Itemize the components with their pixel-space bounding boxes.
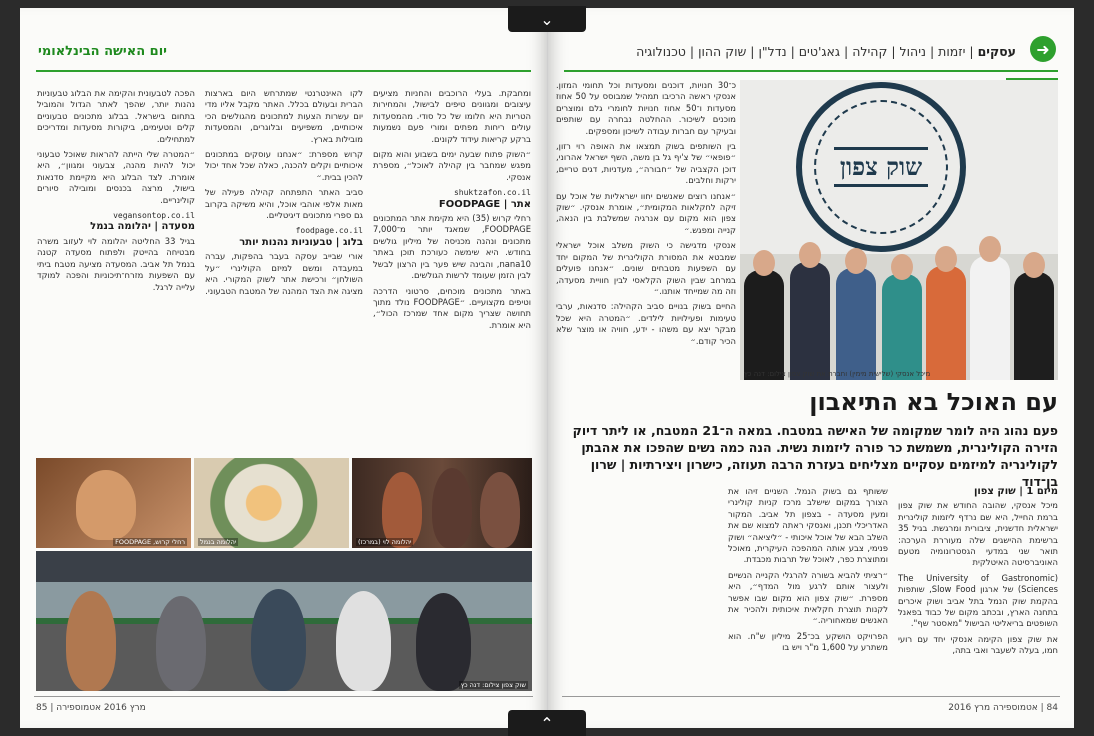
paragraph: בגיל 33 החליטה יהלומה לוי לעזוב משרה מבטיחה בהייטק ולפתוח מסעדה קטנה בנמל תל אביב. המסעדה מציעה מטבח ביתי עם השפעות מזרח־תיכוניות והפכה למוקד עלייה לרגל. bbox=[37, 235, 195, 292]
paragraph: ״אנחנו רוצים שאנשים יחוו ישראליות של אוכל עם זיקה לחקלאות המקומית״, אומרת אנסקי. ״שוק צפון הוא מקום עם אנרגיה שמשלבת בין הנאה, קנייה ומפגש.״ bbox=[556, 190, 736, 235]
footer-rule bbox=[562, 696, 1060, 697]
subheading-restaurant: מסעדה | יהלומה בנמל bbox=[90, 221, 195, 233]
photo-figure bbox=[382, 472, 422, 548]
photo-figure bbox=[416, 593, 471, 691]
right-column-3-text bbox=[556, 80, 736, 692]
photo-credit: מיכל אנסקי (שלישית מימין) וחברת את שוק צפון צילום: דנה כץ bbox=[744, 370, 931, 378]
paragraph: באתר מתכונים מוכחים, סרטוני הדרכה וטיפים מקצועיים. ״FOODPAGE נולד מתוך תחושה שצריך מקום אחד שמרכז הכול״, היא אומרת. bbox=[373, 285, 531, 330]
photo-figure bbox=[790, 262, 830, 380]
nav-item[interactable]: יזמות bbox=[938, 44, 966, 59]
paragraph: בין השותפים בשוק תמצאו את האופה רוי רזון, ״פופאי״ של צ'יף גל בן משה, השף ישראל אהרוני, דוכן הקצביה של ״חבורה״, מעדניות, דגים טריים, ירקות וחלבים. bbox=[556, 141, 736, 186]
viewer-toggle-top[interactable] bbox=[508, 6, 586, 32]
photo-caption: שוק צפון צילום: דנה כץ bbox=[460, 681, 526, 689]
nav-item[interactable]: קהילה bbox=[852, 44, 888, 59]
photo-figure bbox=[744, 270, 784, 380]
nav-separator: | bbox=[926, 44, 939, 59]
photo-figure bbox=[66, 591, 116, 691]
website-link[interactable]: foodpage.co.il bbox=[295, 226, 363, 236]
nav-item[interactable]: גאג'טים bbox=[798, 44, 841, 59]
photo-figure bbox=[882, 274, 922, 380]
section-title: יום האישה הבינלאומי bbox=[38, 44, 168, 59]
subheading-foodpage: אתר | FOODPAGE bbox=[438, 198, 531, 210]
paragraph: כ־30 חנויות, דוכנים ומסעדות וכל תחומי המזון. אנסקי ראשה הרכיבו תמהיל שמבוסס על 50 אחוז מסעדות ו־50 אחוז חנויות לחומרי גלם ומוצרים מוכנים לשיכור. ההחלטה נבחרה עם שותפים ובעיקר עם חברות עבודה לשיכון ומספקים. bbox=[556, 80, 736, 136]
paragraph: לקו האינטרנטי שמתרחש היום בארצות הברית ובעולם בכלל. האתר מקבל אליו מדי יום עשרות הצעות למתכונים מהגולשים הכי איכותיים, משפיעים ובלוגרים, והמסעדות מובילות בארץ. bbox=[205, 88, 363, 144]
nav-separator: | bbox=[887, 44, 900, 59]
paragraph: אורי שבייב עסקה בעבר בהפקות, עברה במעבדה ומשם למיזם הקולינרי ״על השולחן״ ורכישת אתר לשוק המקורי. היא מציגה את הצד המהנה של המטבח הטבעוני. bbox=[205, 251, 363, 296]
page-85 bbox=[20, 8, 548, 728]
photo-caption: יהלומה לוי (במרכז) bbox=[358, 538, 412, 546]
photo-figure bbox=[926, 266, 966, 380]
paragraph: הפרויקט הושקע בכ־25 מיליון ש"ח. הוא משתרע על 1,600 מ"ר ויש בו bbox=[728, 630, 888, 653]
photo-figure bbox=[970, 256, 1010, 380]
subheading-shuk-tzafon: מיזם 1 | שוק צפון bbox=[973, 486, 1058, 497]
nav-item[interactable]: ניהול bbox=[899, 44, 926, 59]
logo-ring bbox=[814, 100, 948, 234]
section-nav bbox=[636, 44, 1016, 59]
photo-woman-smiling bbox=[36, 458, 191, 548]
right-column-1 bbox=[898, 486, 1058, 691]
photo-face bbox=[799, 242, 821, 268]
photo-face bbox=[1023, 252, 1045, 278]
photo-figure bbox=[76, 470, 136, 540]
paragraph: רחלי קרוש (35) היא מקימת אתר המתכונים FOODPAGE, שמאגד יותר מ־7,000 מתכונים ונהנה מכניסה של מיליון גולשים בחודש. היא שימשה כעורכת תוכן באתר nana10, והבינה שיש פער בין הרצון לבשל לבין הזמן שעומד לרשות הגולשים. bbox=[373, 213, 531, 281]
website-link[interactable]: vegansontop.co.il bbox=[113, 211, 195, 221]
nav-separator: | bbox=[965, 44, 974, 59]
paragraph: (The University of Gastronomic Sciences) של ארגון Slow Food, שותפות בהקמת שוק הנמל בתל אביב ושוק איכרים בתחנה הארץ, ובכתב מקום של כבוד בפאנל השופטים בריאליטי הבישול "מאסטר שף". bbox=[898, 572, 1058, 629]
photo-three-women bbox=[352, 458, 532, 548]
photo-caption: יהלומה בנמל bbox=[200, 538, 237, 546]
paragraph: ששותף גם בשוק הנמל. השניים זיהו את הצורך במקום שישלב מרכז קניות קולינרי ומעין מסעדה - בצפון תל אביב. המקור האדריכלי תכנן, ואנסקי ראתה למצוא שם את השלב הבא של אוכל איכותי - ״ליציאה״ ושוק פנימי, צבע אותה המהפכה העיקרית, מאוכל ומתוצרת כפר, לאוכל של תרבות מכבדת. bbox=[728, 486, 888, 565]
chevron-down-icon: ⌄ bbox=[540, 9, 554, 29]
left-column-3 bbox=[37, 88, 195, 450]
photo-caption: רחלי קרוש, FOODPAGE bbox=[115, 538, 185, 546]
right-column-2 bbox=[728, 486, 888, 691]
nav-item[interactable]: טכנולוגיה bbox=[636, 44, 686, 59]
paragraph: מיכל אנסקי, שהובה החודש את שוק צפון ברמת החייל, היא שם נרדף ליזמות קולינרית ישראלית חדשנית, ציבורית ומרגשת. בגיל 35 ברשימת ההישגים שלה מעוררת הערכה: תואר שני במדעי הגסטרונומיה מטעם האוניברסיטה האיטלקית bbox=[898, 500, 1058, 568]
shuk-tzafon-logo bbox=[796, 82, 966, 252]
nav-separator: | bbox=[685, 44, 699, 59]
nav-brand[interactable]: עסקים bbox=[977, 44, 1016, 59]
photo-figure bbox=[251, 589, 306, 691]
photo-face bbox=[845, 248, 867, 274]
article-headline: עם האוכל בא התיאבון bbox=[809, 388, 1058, 416]
photo-face bbox=[935, 246, 957, 272]
paragraph: אנסקי מדגישה כי השוק משלב אוכל ישראלי שמבטא את המסורת הקולינרית של המקום יחד עם השפעות מטבחים שונים. ״אנחנו פועלים במרחב שבין השוק הקלאסי לבין חוויית מסעדה, וזה מה שמייחד אותנו.״ bbox=[556, 240, 736, 296]
nav-item[interactable]: נדל"ן bbox=[758, 44, 787, 59]
photo-face bbox=[979, 236, 1001, 262]
paragraph: ״השוק פתוח שבעה ימים בשבוע והוא מקום מפגש שמחבר בין קהילה לאוכל״, מספרת אנסקי. bbox=[373, 149, 531, 182]
photo-figure bbox=[836, 268, 876, 380]
paragraph: ומחבקת. בעלי הרוכבים והחניות מציעים עיצובים ומגוונים טיפים לבישול, והמחירות הטריות היא חלומו של כל סודי. מהמסעדות עולים ריחות מפתים ומורי פעם נשמעות ברקע קריאות עידוד לקונים. bbox=[373, 88, 531, 144]
paragraph: ״רציתי להביא בשורה להרגלי הקנייה הנשיים ולעצור אותם לרגע מול המדף״, היא מספרת. ״שוק צפון הוא מקום שבו אפשר לקנות תוצרת חקלאית איכותית ולהכיר את האנשים שמאחוריה.״ bbox=[728, 569, 888, 626]
page-footer: מרץ 2016 אטמוספירה | 85 bbox=[36, 703, 146, 713]
photo-figure bbox=[336, 591, 391, 691]
magazine-spread bbox=[20, 8, 1074, 728]
paragraph: את שוק צפון הקימה אנסקי יחד עם רועי חמו, בעלה לשעבר ואבי בתה, bbox=[898, 633, 1058, 656]
photo-figure bbox=[1014, 272, 1054, 380]
nav-separator: | bbox=[840, 44, 853, 59]
nav-separator: | bbox=[746, 44, 759, 59]
photo-face bbox=[753, 250, 775, 276]
header-rule bbox=[36, 70, 531, 72]
left-column-1 bbox=[373, 88, 531, 450]
photo-pasta-dish bbox=[194, 458, 349, 548]
logo-text: שוק צפון bbox=[834, 147, 928, 187]
photo-figure bbox=[432, 468, 472, 548]
paragraph: הפכה לטבעונית והקימה את הבלוג טבעוניות נהנות יותר, שהפך לאתר הגדול והמוביל בתחום בישראל. בבלוג מתכונים טבעוניים קלים וטעימים, ביקורות מסעדות ומדריכים למתחילים. bbox=[37, 88, 195, 144]
nav-separator: | bbox=[786, 44, 799, 59]
paragraph: סביב האתר התפתחה קהילה פעילה של מאות אלפי אוהבי אוכל, והיא משיקה בקרוב גם ספרי מתכונים דיגיטליים. bbox=[205, 187, 363, 221]
photo-face bbox=[891, 254, 913, 280]
chevron-up-icon: ⌃ bbox=[540, 713, 554, 733]
left-column-2 bbox=[205, 88, 363, 450]
photo-figure bbox=[480, 472, 520, 548]
photo-figure bbox=[156, 596, 206, 691]
photo-market-counter bbox=[36, 551, 532, 691]
website-link[interactable]: shuktzafon.co.il bbox=[453, 188, 531, 198]
paragraph: החיים בשוק בנויים סביב הקהילה: סדנאות, ערבי טעימות ופעילויות לילדים. ״המטרה היא שכל מבקר יצא עם משהו - ידע, חוויה או מוצר שלא הכיר קודם.״ bbox=[556, 301, 736, 346]
hero-photo bbox=[740, 80, 1058, 380]
footer-rule bbox=[34, 696, 533, 697]
paragraph: ״המטרה שלי הייתה להראות שאוכל טבעוני יכול להיות מהנה, צבעוני ומגוון״, היא אומרת. לצד הבלוג היא מקיימת סדנאות בישול, מרצה בכנסים ומובילה סיורים קולינריים. bbox=[37, 149, 195, 205]
header-rule bbox=[564, 70, 1058, 72]
lead-text: פעם נהוג היה לומר שמקומה של האישה במטבח. במאה ה־21 המטבח, או ליתר דיוק הזירה הקולינרית, משמשת כר פורה ליזמות נשית. הנה כמה נשים שהפכו את אהבתן לקולינריה למיזמים עסקיים מצליחים בעזרת הרבה תעוזה, כישרון ויצירתיות | bbox=[572, 423, 1058, 472]
subheading-blog: בלוג | טבעוניות נהנות יותר bbox=[239, 236, 363, 248]
nav-item[interactable]: שוק ההון bbox=[698, 44, 747, 59]
viewer-toggle-bottom[interactable] bbox=[508, 710, 586, 736]
page-footer: 84 | אטמוספירה מרץ 2016 bbox=[948, 703, 1058, 713]
arrow-left-icon[interactable]: ➜ bbox=[1030, 36, 1056, 62]
author-name: שרון בן־דוד bbox=[590, 457, 1058, 489]
paragraph: קרוש מספרת: ״אנחנו עוסקים במתכונים איכותיים וקלים להכנה, כאלה שכל אחד יכול להכין בבית.״ bbox=[205, 149, 363, 182]
